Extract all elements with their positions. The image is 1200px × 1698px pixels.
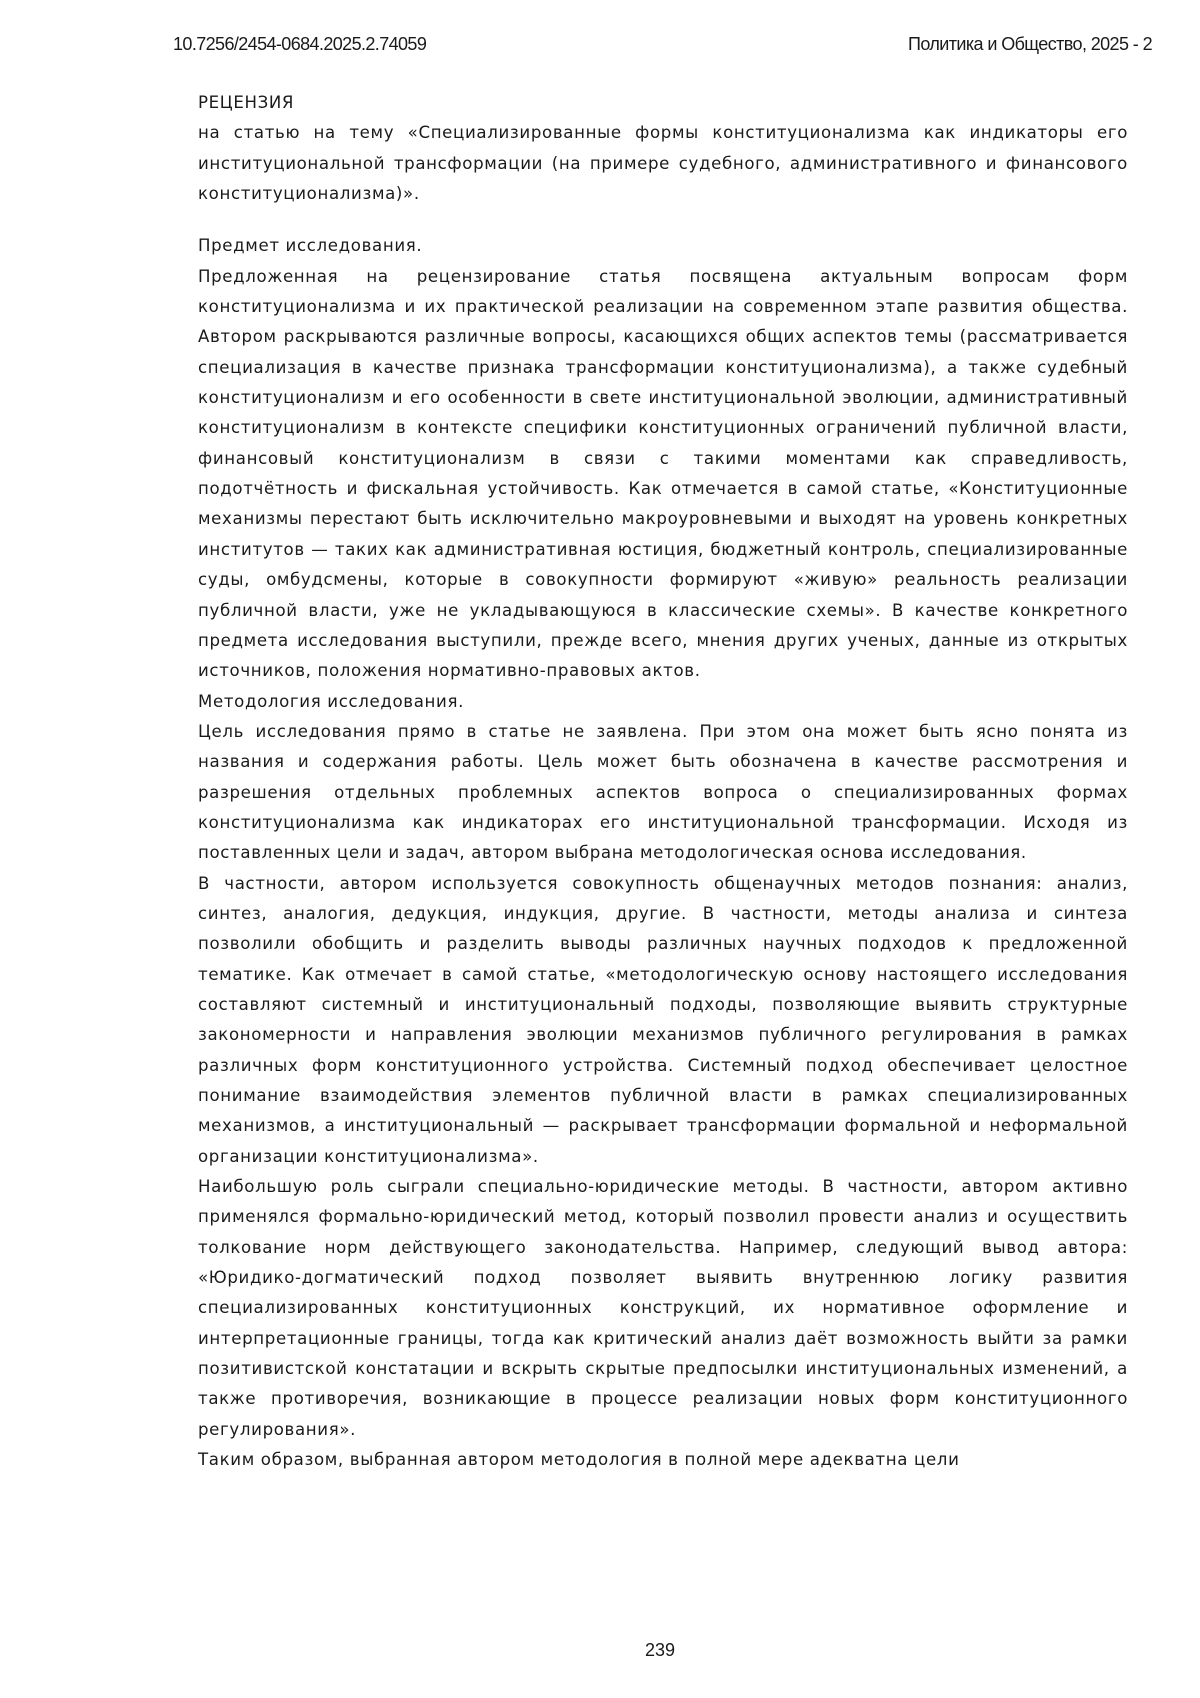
review-body <box>198 88 1128 1475</box>
page-number: 239 <box>644 1640 676 1660</box>
review-title: РЕЦЕНЗИЯ <box>198 93 295 112</box>
review-subject-line: на статью на тему «Специализированные формы конституционализма как индикаторы его институциональной трансформации (на примере судебного, административного и финансового конституционализма)». <box>198 123 1128 204</box>
method-paragraph-2: В частности, автором используется совокупность общенаучных методов познания: анализ, синтез, аналогия, дедукция, индукция, другие. В частности, методы анализа и синтеза позволили обобщить и разделить выводы различных научных подходов к предложенной тематике. Как отмечает в самой статье, «методологическую основу настоящего исследования составляют системный и институциональный подходы, позволяющие выявить структурные закономерности и направления эволюции механизмов публичного регулирования в рамках различных форм конституционного устройства. Системный подход обеспечивает целостное понимание взаимодействия элементов публичной власти в рамках специализированных механизмов, а институциональный — раскрывает трансформации формальной и неформальной организации конституционализма». <box>198 873 1128 1166</box>
journal-header: Политика и Общество, 2025 - 2 <box>908 34 1152 54</box>
subject-heading: Предмет исследования. <box>198 236 423 256</box>
method-heading: Методология исследования. <box>198 691 465 711</box>
spacer <box>198 209 1128 231</box>
method-paragraph-4: Таким образом, выбранная автором методология в полной мере адекватна цели <box>198 1450 960 1470</box>
method-paragraph-1: Цель исследования прямо в статье не заявлена. При этом она может быть ясно понята из названия и содержания работы. Цель может быть обозначена в качестве рассмотрения и разрешения отдельных проблемных аспектов вопроса о специализированных формах конституционализма как индикаторах его институциональной трансформации. Исходя из поставленных цели и задач, автором выбрана методологическая основа исследования. <box>198 721 1128 863</box>
subject-paragraph: Предложенная на рецензирование статья посвящена актуальным вопросам форм конституционализма и их практической реализации на современном этапе развития общества. Автором раскрываются различные вопросы, касающихся общих аспектов темы (рассматривается специализация в качестве признака трансформации конституционализма), а также судебный конституционализм и его особенности в свете институциональной эволюции, административный конституционализм в контексте специфики конституционных ограничений публичной власти, финансовый конституционализм в связи с такими моментами как справедливость, подотчётность и фискальная устойчивость. Как отмечается в самой статье, «Конституционные механизмы перестают быть исключительно макроуровневыми и выходят на уровень конкретных институтов — таких как административная юстиция, бюджетный контроль, специализированные суды, омбудсмены, которые в совокупности формируют «живую» реальность реализации публичной власти, уже не укладывающуюся в классические схемы». В качестве конкретного предмета исследования выступили, прежде всего, мнения других ученых, данные из открытых источников, положения нормативно-правовых актов. <box>198 266 1128 681</box>
method-paragraph-3: Наибольшую роль сыграли специально-юридические методы. В частности, автором активно применялся формально-юридический метод, который позволил провести анализ и осуществить толкование норм действующего законодательства. Например, следующий вывод автора: «Юридико-догматический подход позволяет выявить внутреннюю логику развития специализированных конституционных конструкций, их нормативное оформление и интерпретационные границы, тогда как критический анализ даёт возможность выйти за рамки позитивистской констатации и вскрыть скрытые предпосылки институциональных изменений, а также противоречия, возникающие в процессе реализации новых форм конституционного регулирования». <box>198 1177 1128 1439</box>
doi-header: 10.7256/2454-0684.2025.2.74059 <box>173 34 427 54</box>
